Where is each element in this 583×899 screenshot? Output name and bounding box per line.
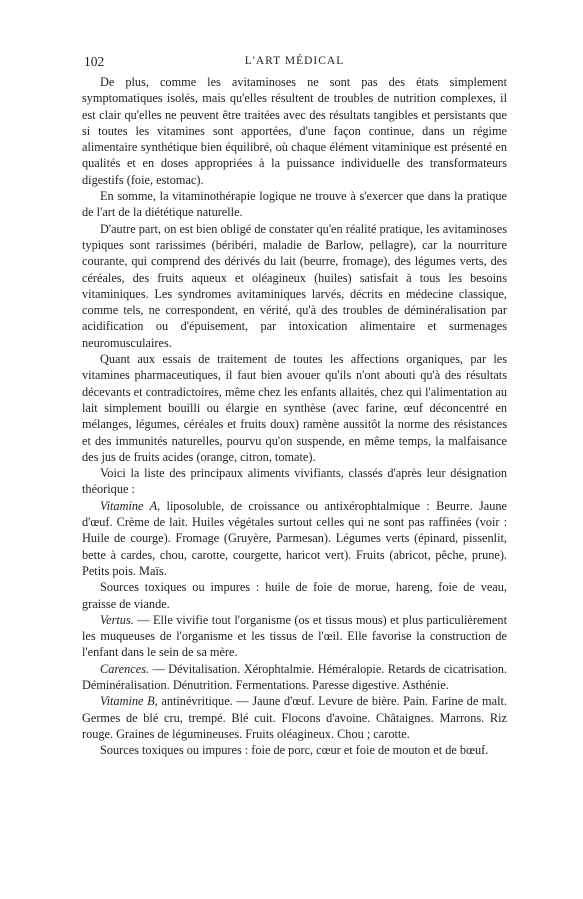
- entry-text: Sources toxiques ou impures : foie de porc, cœur et foie de mouton et de bœuf.: [100, 743, 489, 758]
- entry-text: — Dévitalisation. Xérophtalmie. Héméralopie. Retards de cicatrisation. Déminéralisation. Dénutrition. Fermentations. Paresse digestive. Asthénie.: [82, 661, 507, 692]
- vitamin-entry: [82, 742, 507, 758]
- body-text: [82, 74, 507, 758]
- vitamin-entry: [82, 579, 507, 612]
- paragraph: D'autre part, on est bien obligé de constater qu'en réalité pratique, les avitaminoses typiques sont rarissimes (béribéri, maladie de Barlow, pellagre), car la nourriture courante, qui comprend des dérivés du lait (beurre, fromage), des légumes verts, des céréales, des fruits aqueux et oléagineux (huiles) satisfait à tous les besoins vitaminiques. Les syndromes avitaminiques larvés, décrits en médecine classique, comme tels, ne correspondent, en vérité, qu'à des troubles de déminéralisation par acidification ou d'épuisement, par intoxication alimentaire et surmenages neuromusculaires.: [82, 221, 507, 350]
- vitamin-entry: [82, 612, 507, 661]
- vitamin-entry: [82, 661, 507, 694]
- page-number: 102: [84, 54, 105, 69]
- running-head: L'ART MÉDICAL: [244, 55, 345, 67]
- paragraph: En somme, la vitaminothérapie logique ne trouve à s'exercer que dans la pratique de l'art de la diététique naturelle.: [82, 189, 507, 220]
- paragraph: De plus, comme les avitaminoses ne sont pas des états simplement symptomatiques isolés, mais qu'elles résultent de troubles de nutrition complexes, il est clair qu'elles ne peuvent être traitées avec des résultats tangibles et persistants que si toutes les vitamines sont apportées, d'une façon continue, dans un régime alimentaire synthétique bien équilibré, où chaque élément vitaminique est présenté en qualités et en doses appropriées à la puissance individuelle des transformateurs digestifs (foie, estomac).: [82, 75, 507, 187]
- vitamin-entry: [82, 693, 507, 742]
- paragraph: Voici la liste des principaux aliments vivifiants, classés d'après leur désignation théorique :: [82, 466, 507, 497]
- page-header: [82, 52, 507, 72]
- paragraph: Quant aux essais de traitement de toutes les affections organiques, par les vitamines pharmaceutiques, il faut bien avouer qu'ils n'ont abouti qu'à des résultats décevants et contradictoires, même chez les enfants allaités, chez qui l'alimentation au lait simplement bouilli ou élargie en synthèse (avec farine, œuf déconcentré en mélanges, légumes, céréales et fruits doux) ramène aussitôt la norme des résistances et des immunités naturelles, pourvu qu'on suspende, en même temps, la malfaisance des jus de fruits acides (orange, citron, tomate).: [82, 352, 507, 464]
- entry-heading: Vertus.: [100, 612, 134, 627]
- entry-text: Sources toxiques ou impures : huile de foie de morue, hareng, foie de veau, graisse de viande.: [82, 580, 507, 611]
- entry-heading: Vitamine B: [100, 694, 155, 709]
- entry-text: , antinévritique. — Jaune d'œuf. Levure de bière. Pain. Farine de malt. Germes de blé cru, trempé. Blé cuit. Flocons d'avoine. Châtaignes. Marrons. Riz rouge. Graines de légumineuses. Fruits oléagineux. Chou ; carotte.: [82, 694, 507, 741]
- entry-heading: Carences.: [100, 661, 150, 676]
- vitamin-entry: [82, 498, 507, 579]
- entry-text: , liposoluble, de croissance ou antixérophtalmique : Beurre. Jaune d'œuf. Crème de lait. Huiles végétales surtout celles qui ne sont pas raffinées (voir : Huile de courge). Fromage (Gruyère, Parmesan). Légumes verts (épinard, pissenlit, bette à cardes, chou, carotte, courgette, haricot vert). Fruits (abricot, pêche, prune). Petits pois. Maïs.: [82, 498, 507, 578]
- entry-text: — Elle vivifie tout l'organisme (os et tissus mous) et plus particulièrement les muqueuses de l'organisme et les tissus de l'œil. Elle favorise la construction de l'enfant dans le sein de sa mère.: [82, 612, 507, 660]
- entry-heading: Vitamine A: [100, 498, 158, 513]
- document-page: [82, 52, 507, 758]
